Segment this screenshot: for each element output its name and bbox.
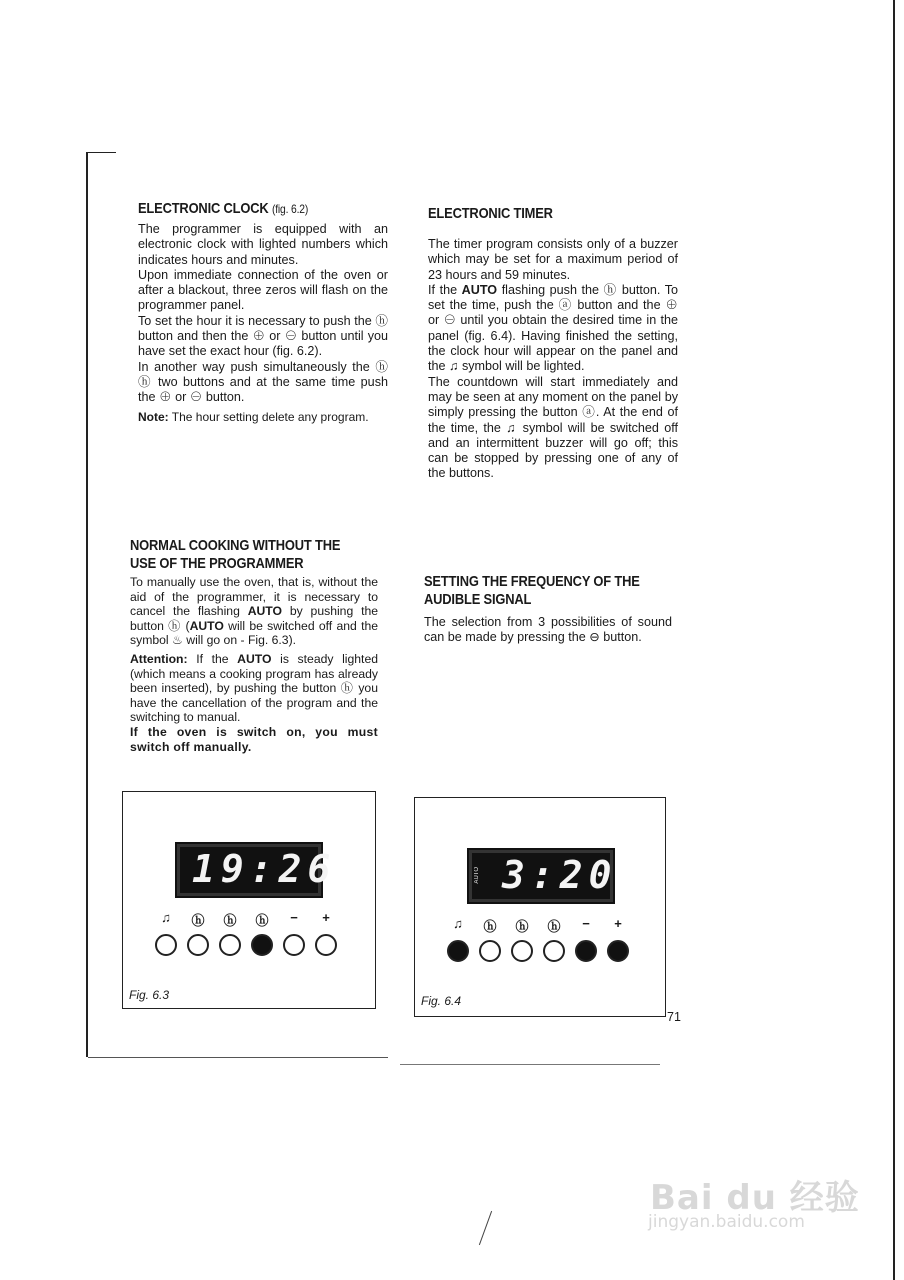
clock-paragraph-2: Upon immediate connection of the oven or after a blackout, three zeros will flash on the programmer panel. <box>138 267 388 313</box>
timer-paragraph-3: The countdown will start immediately and may be seen at any moment on the panel by simply pressing the button ⓐ. At the end of the time, the ♫ symbol will be switched off and an intermittent buzzer will go off; this can be stopped by pressing one of any of the buttons. <box>428 374 678 481</box>
fig64-button-label: ♫ <box>453 916 463 931</box>
frequency-heading-line2: AUDIBLE SIGNAL <box>424 591 532 608</box>
clock-note-label: Note: <box>138 409 169 424</box>
manual-paragraph-1 <box>130 575 378 648</box>
timer-p2-post: flashing push the ⓗ button. To set the time, push the ⓐ button and the ⊕ or ⊖ until you obtain the desired time in the panel (fig. 6.4). Having finished the setting, the clock hour will appear on the panel and the ♫ symbol will be lighted. <box>428 282 679 374</box>
figure-6-3 <box>122 791 376 1009</box>
fig64-knob <box>575 940 597 962</box>
timer-paragraph-1: The timer program consists only of a buzzer which may be set for a maximum period of 23 hours and 59 minutes. <box>428 237 678 282</box>
figure-6-4 <box>414 797 666 1017</box>
fig63-knob <box>187 934 209 956</box>
manual-section <box>130 537 378 758</box>
fig63-button-label: − <box>290 910 298 925</box>
fig64-button-label: + <box>614 916 622 931</box>
fig64-button-label: ⓗ <box>515 919 529 934</box>
manual-p1-auto: AUTO <box>247 604 282 619</box>
fig64-knob <box>479 940 501 962</box>
scan-slash <box>479 1211 492 1245</box>
fig64-knob <box>607 940 629 962</box>
frequency-paragraph: The selection from 3 possibilities of sound can be made by pressing the ⊖ button. <box>424 615 672 645</box>
fig63-digits: 19:26 <box>192 847 337 891</box>
timer-section <box>428 205 678 486</box>
fig63-button-label: ⓗ <box>223 913 237 928</box>
fig63-knob <box>155 934 177 956</box>
watermark-logo: Bai du 经验 <box>650 1178 860 1218</box>
fig64-knob <box>511 940 533 962</box>
timer-p2-pre: If the <box>428 282 458 297</box>
timer-heading: ELECTRONIC TIMER <box>428 205 553 222</box>
fig64-display <box>469 850 618 902</box>
scan-right-border <box>893 0 895 1280</box>
fig63-button-label: + <box>322 910 330 925</box>
fig63-knob <box>283 934 305 956</box>
manual-attention-label: Attention: <box>130 651 188 666</box>
scan-bottom-line-2 <box>400 1064 660 1065</box>
manual-heading <box>130 537 343 573</box>
manual-attention-auto: AUTO <box>237 651 272 666</box>
fig63-button-label: ⓗ <box>191 913 205 928</box>
timer-p2-auto: AUTO <box>461 282 498 297</box>
fig64-knob <box>447 940 469 962</box>
watermark-url: jingyan.baidu.com <box>648 1212 805 1232</box>
fig64-knob <box>543 940 565 962</box>
clock-paragraph-4: In another way push simultaneously the ⓗ ⓗ two buttons and at the same time push the ⊕ or ⊖ button. <box>138 359 388 405</box>
fig63-button-label: ⓗ <box>255 913 269 928</box>
clock-heading <box>138 200 353 218</box>
clock-heading-text: ELECTRONIC CLOCK <box>138 200 269 217</box>
manual-attention <box>130 652 378 725</box>
fig64-caption: Fig. 6.4 <box>421 994 462 1008</box>
manual-attention-post: is steady lighted (which means a cooking program has already been inserted), by pushing the button ⓗ you have the cancellation of the program and the switching to manual. <box>130 651 379 725</box>
manual-p1-auto2: AUTO <box>189 618 224 633</box>
fig64-button-label: ⓗ <box>547 919 561 934</box>
fig63-caption: Fig. 6.3 <box>129 988 170 1002</box>
manual-p1-mid: by pushing the button ⓗ ( <box>130 604 379 633</box>
manual-p1-post: will be switched off and the symbol ♨ will go on - Fig. 6.3). <box>130 618 379 648</box>
fig64-digits: 3:20 <box>502 853 618 897</box>
clock-paragraph-3: To set the hour it is necessary to push the ⓗ button and then the ⊕ or ⊖ button until you have set the exact hour (fig. 6.2). <box>138 313 388 359</box>
scan-left-top-tick <box>86 152 116 153</box>
fig63-button-label: ♫ <box>161 910 171 925</box>
manual-attention-pre: If the <box>196 651 229 666</box>
timer-paragraph-2 <box>428 283 678 375</box>
clock-note-text: The hour setting delete any program. <box>171 409 369 424</box>
page-number: 71 <box>667 1010 681 1024</box>
fig64-button-label: ⓗ <box>483 919 497 934</box>
scan-bottom-line <box>88 1057 388 1058</box>
fig63-display <box>177 844 337 896</box>
fig63-knob <box>219 934 241 956</box>
frequency-section <box>424 573 672 650</box>
fig63-knob <box>315 934 337 956</box>
frequency-heading-line1: SETTING THE FREQUENCY OF THE <box>424 573 640 590</box>
manual-heading-line1: NORMAL COOKING WITHOUT THE <box>130 537 341 554</box>
manual-heading-line2: USE OF THE PROGRAMMER <box>130 555 304 572</box>
fig64-button-label: − <box>582 916 590 931</box>
fig64-auto-indicator: AUTO <box>474 867 480 884</box>
scan-left-border <box>86 152 88 1057</box>
clock-note <box>138 410 388 425</box>
manual-warning: If the oven is switch on, you must switch off manually. <box>130 724 378 754</box>
fig63-knob <box>251 934 273 956</box>
frequency-heading <box>424 573 640 609</box>
clock-section <box>138 200 388 429</box>
manual-p1-pre: To manually use the oven, that is, without the aid of the programmer, it is necessary to cancel the flashing <box>130 575 378 619</box>
clock-figref: (fig. 6.2) <box>271 202 309 216</box>
clock-paragraph-1: The programmer is equipped with an electronic clock with lighted numbers which indicates hours and minutes. <box>138 222 388 267</box>
